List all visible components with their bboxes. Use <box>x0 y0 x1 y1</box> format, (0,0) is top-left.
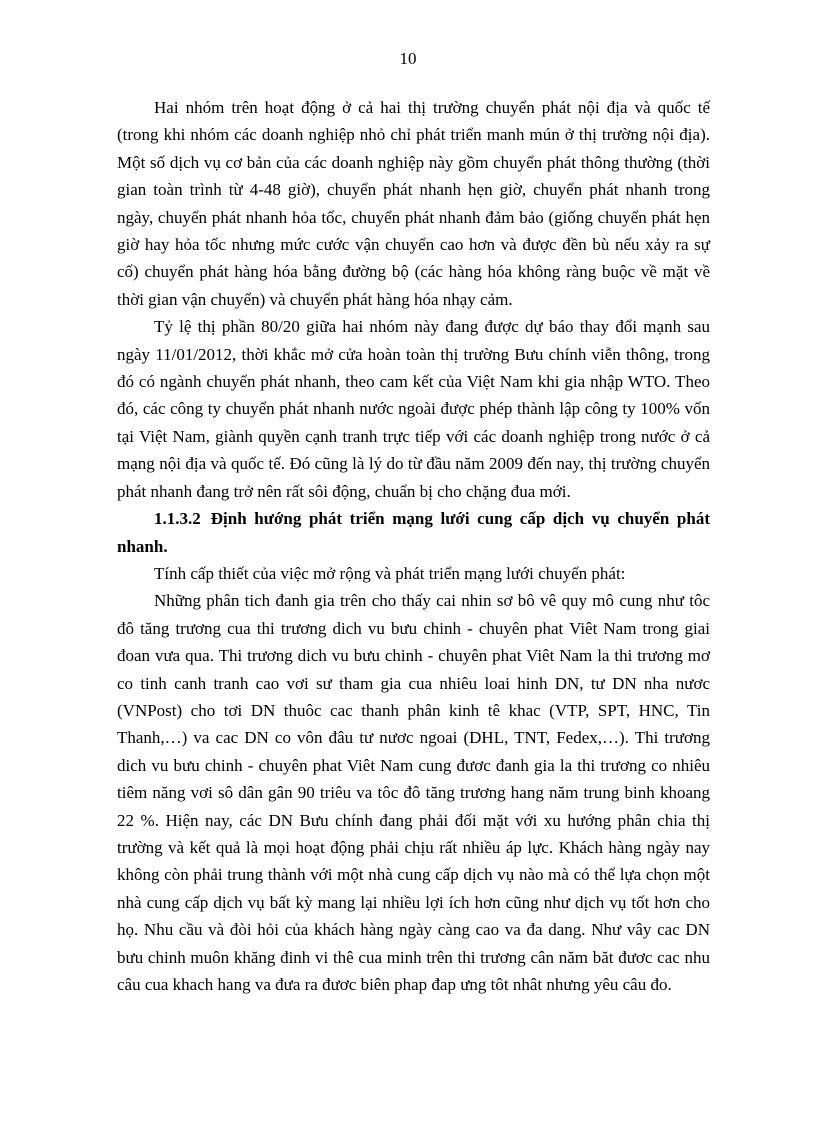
document-body <box>117 94 710 998</box>
paragraph-delivery-services: Hai nhóm trên hoạt động ở cả hai thị trường chuyển phát nội địa và quốc tế (trong khi nhóm các doanh nghiệp nhỏ chỉ phát triển manh mún ở thị trường nội địa). Một số dịch vụ cơ bản của các doanh nghiệp này gồm chuyển phát thông thường (thời gian toàn trình từ 4-48 giờ), chuyển phát nhanh hẹn giờ, chuyển phát nhanh trong ngày, chuyển phát nhanh hỏa tốc, chuyển phát nhanh đảm bảo (giống chuyển phát hẹn giờ hay hỏa tốc nhưng mức cước vận chuyển cao hơn và được đền bù nếu xảy ra sự cố) chuyển phát hàng hóa bằng đường bộ (các hàng hóa không ràng buộc về mặt về thời gian vận chuyển) và chuyển phát hàng hóa nhạy cảm. <box>117 98 710 309</box>
paragraph-necessity: Tính cấp thiết của việc mở rộng và phát triển mạng lưới chuyển phát: <box>154 563 626 583</box>
page-number: 10 <box>399 49 417 68</box>
paragraph-market-analysis: Những phân tich đanh gia trên cho thấy cai nhin sơ bô vê quy mô cung như tôc đô tăng trương cua thi trương dich vu bưu chinh - chuyên phat Viêt Nam trong giai đoan vưa qua. Thi trương dich vu bưu chinh - chuyên phat Viêt Nam la thi trương mơ co tinh canh tranh cao vơi sư tham gia cua nhiêu loai hinh DN, tư DN nha nươc (VNPost) cho tơi DN thuôc cac thanh phân kinh tê khac (VTP, SPT, HNC, Tin Thanh,…) va cac DN co vôn đâu tư nươc ngoai (DHL, TNT, Fedex,…). Thi trương dich vu bưu chinh - chuyên phat Viêt Nam cung đươc đanh gia la thi trương co nhiêu tiêm năng vơi sô dân gân 90 triêu va tôc đô tăng trương hang năm trung binh khoang 22 %. Hiện nay, các DN Bưu chính đang phải đối mặt với xu hướng phân chia thị trường và kết quả là mọi hoạt động phải chịu rất nhiều áp lực. Khách hàng ngày nay không còn phải trung thành với một nhà cung cấp dịch vụ nào mà có thể lựa chọn một nhà cung cấp dịch vụ bất kỳ mang lại nhiều lợi ích hơn cũng như dịch vụ tốt hơn cho họ. Nhu cầu và đòi hỏi của khách hàng ngày càng cao va đa dang. Như vây cac DN bưu chinh muôn khăng đinh vi thê cua minh trên thi trương cân năm băt đươc cac nhu câu cua khach hang va đưa ra đươc biên phap đap ưng tôt nhât nhưng yêu câu đo. <box>117 591 710 994</box>
section-heading-title: Định hướng phát triển mạng lưới cung cấp dịch vụ chuyển phát nhanh. <box>117 509 710 556</box>
paragraph-market-share: Tỷ lệ thị phần 80/20 giữa hai nhóm này đang được dự báo thay đổi mạnh sau ngày 11/01/2012, thời khắc mở cửa hoàn toàn thị trường Bưu chính viễn thông, trong đó có ngành chuyển phát nhanh, theo cam kết của Việt Nam khi gia nhập WTO. Theo đó, các công ty chuyển phát nhanh nước ngoài được phép thành lập công ty 100% vốn tại Việt Nam, giành quyền cạnh tranh trực tiếp với các doanh nghiệp trong nước ở cả mạng nội địa và quốc tế. Đó cũng là lý do từ đầu năm 2009 đến nay, thị trường chuyển phát nhanh đang trở nên rất sôi động, chuẩn bị cho chặng đua mới. <box>117 317 710 501</box>
section-heading <box>117 505 710 560</box>
section-heading-number: 1.1.3.2 <box>154 509 201 529</box>
